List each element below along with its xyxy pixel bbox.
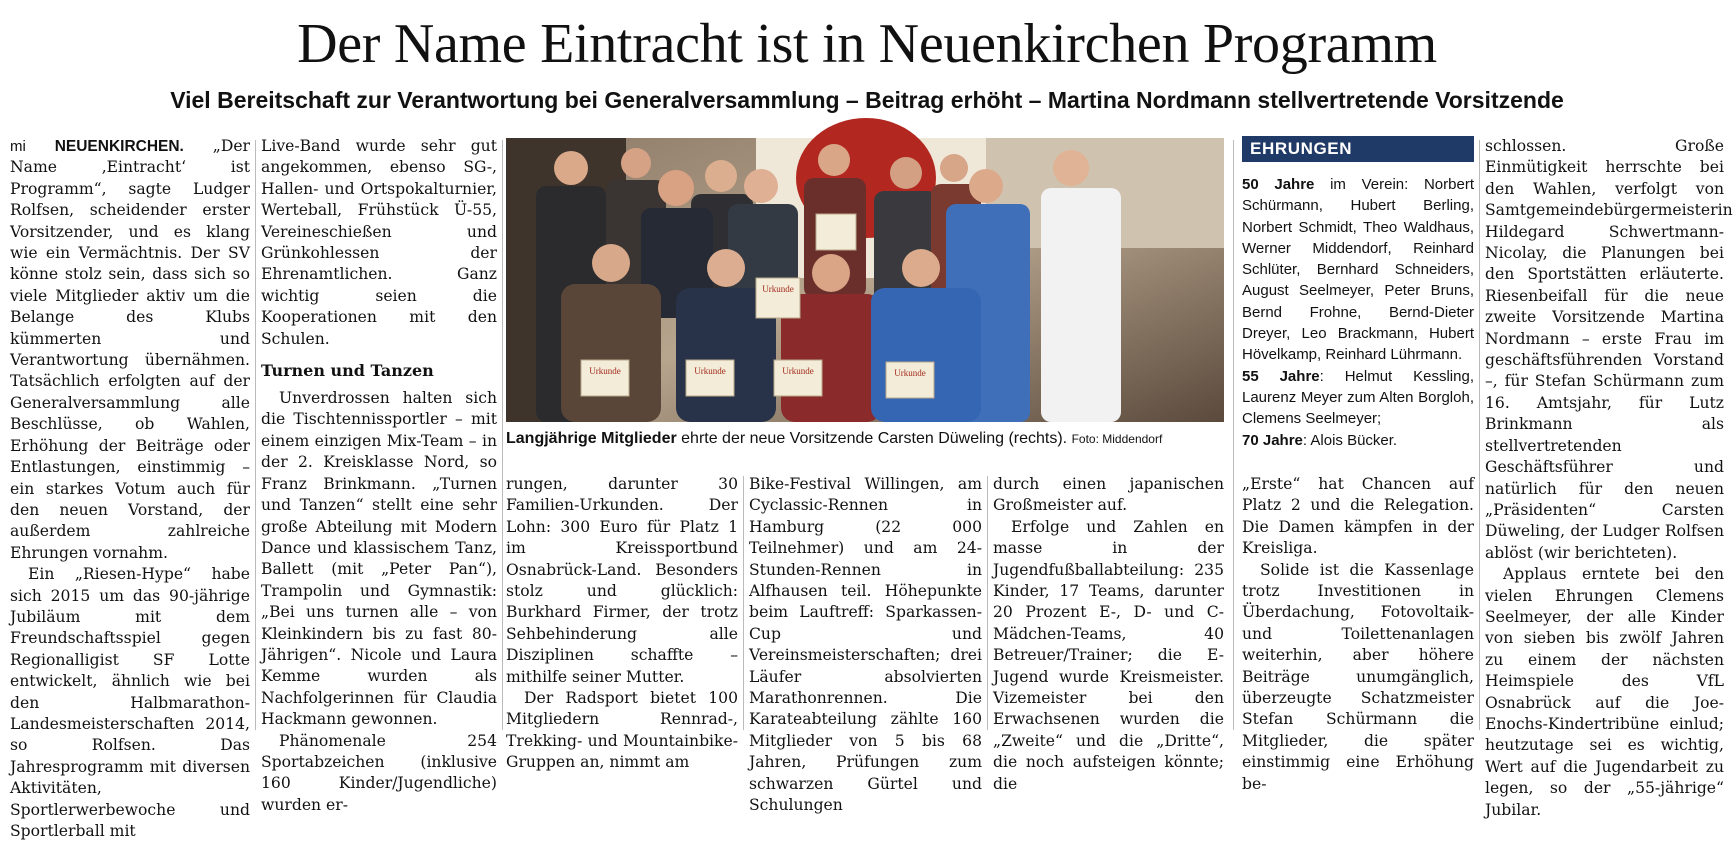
subheadline: Viel Bereitschaft zur Verantwortung bei Generalversammlung – Beitrag erhöht – Martina Nordmann stellvertretende Vorsitzende: [170, 87, 1564, 113]
certificate-label: Urkunde: [782, 366, 814, 376]
article-paragraph: [10, 136, 250, 564]
article-column-3: [506, 474, 738, 772]
article-paragraph: „Erste“ hat Chancen auf Platz 2 und die Relegation. Die Damen kämpfen in der Kreisliga.: [1242, 475, 1474, 558]
certificate-label: Urkunde: [894, 368, 926, 378]
honors-70-years: [1242, 430, 1474, 451]
group-photo-image: [506, 138, 1224, 422]
article-column-6: [1242, 474, 1474, 793]
article-paragraph: durch einen japanischen Großmeister auf.: [993, 475, 1224, 515]
article-paragraph: Phänomenale 254 Sportabzeichen (inklusive 160 Kinder/Jugendliche) wurden er-: [261, 731, 497, 814]
honors-names: im Verein: Norbert Schürmann, Hubert Berling, Norbert Schmidt, Theo Waldhaus, Werner Middendorf, Reinhard Schlüter, Bernhard Schneiders, August Seelmeyer, Peter Bruns, Bernd Frohne, Bernd-Dieter Dreyer, Leo Brackmann, Hubert Hövelkamp, Reinhard Lührmann.: [1242, 176, 1474, 364]
place-name: NEUENKIRCHEN.: [54, 138, 184, 155]
certificate-label: Urkunde: [694, 366, 726, 376]
caption-lead: Langjährige Mitglieder: [506, 430, 677, 447]
column-divider: [987, 476, 988, 730]
article-column-7: [1485, 136, 1733, 819]
article-paragraph: schlossen. Große Einmütigkeit herrschte bei den Wahlen, verfolgt von Samtgemeindebürgermeisterin Hildegard Schwertmann-Nicolay, die Planungen bei den Sportstätten erläuterte. Riesenbeifall für die neue zweite Vorsitzende Martina Nordmann – erste Frau im geschäftsführenden Vorstand –, für Stefan Schürmann zum 16. Amtsjahr, für Lutz Brinkmann als stellvertretenden Geschäftsführer und natürlich für den neuen „Präsidenten“ Carsten Düweling, der Ludger Rolfsen ablöst (wir berichteten).: [1485, 137, 1733, 562]
paragraph-text: „Der Name ‚Eintracht‘ ist Programm“, sagte Ludger Rolfsen, scheidender erster Vorsitzender, und es klang wie ein Vermächtnis. Der SV könne stolz sein, dass sich so viele Mitglieder aktiv um die Belange des Klubs kümmerten und Verantwortung übernähmen. Tatsächlich erfolgten auf der Generalversammlung alle Beschlüsse, ob Wahlen, Erhöhung der Beiträge oder Entlastungen, einstimmig – ein starkes Votum auch für den neuen Vorstand, der außerdem zahlreiche Ehrungen vornahm.: [10, 137, 250, 562]
article-column-1: [10, 136, 250, 840]
honors-names: : Helmut Kessling, Laurenz Meyer zum Alten Borgloh, Clemens Seelmeyer;: [1242, 367, 1474, 428]
article-paragraph: Ein „Riesen-Hype“ habe sich 2015 um das 90-jährige Jubiläum mit dem Freundschaftsspiel gegen Regionalligist SF Lotte entwickelt, ähnlich wie bei den Halbmarathon-Landesmeisterschaften 2014, so Rolfsen. Das Jahresprogramm mit diversen Aktivitäten, Sportlerwerbewoche und Sportlerball mit: [10, 565, 250, 840]
honors-label: 55 Jahre: [1242, 367, 1320, 385]
article-paragraph: Erfolge und Zahlen en masse in der Jugendfußballabteilung: 235 Kinder, 17 Teams, darunter 20 Prozent E-, D- und C-Mädchen-Teams, 40 Betreuer/Trainer; die E-Jugend wurde Kreismeister. Vizemeister bei den Erwachsenen wurden die „Zweite“ und die „Dritte“, die noch aufsteigen könnte; die: [993, 517, 1224, 793]
column-divider: [743, 476, 744, 730]
honors-55-years: [1242, 366, 1474, 430]
honors-label: 50 Jahre: [1242, 176, 1315, 193]
article-paragraph: Applaus erntete bei den vielen Ehrungen Clemens Seelmeyer, der alle Kinder von sieben bis zwölf Jahren zu einem der nächsten Heimspiele des VfL Osnabrück auf die Joe-Enochs-Kindertribüne einlud; heutzutage sei es wichtig, Wert auf die Jugendarbeit zu legen, so der „55-jährige“ Jubilar.: [1485, 565, 1724, 819]
photo-credit: Foto: Middendorf: [1071, 432, 1163, 446]
certificate-label: Urkunde: [762, 284, 794, 294]
article-paragraph: Bike-Festival Willingen, am Cyclassic-Rennen in Hamburg (22 000 Teilnehmer) und am 24-Stunden-Rennen in Alfhausen teil. Höhepunkte beim Lauftreff: Sparkassen-Cup und Vereinsmeisterschaften; drei Läufer absolvierten Marathonrennen. Die Karateabteilung zählte 160 Mitglieder von 5 bis 68 Jahren, Prüfungen zum schwarzen Gürtel und Schulungen: [749, 475, 982, 815]
column-divider: [1233, 140, 1234, 730]
article-paragraph: Der Radsport bietet 100 Mitgliedern Rennrad-, Trekking- und Mountainbike-Gruppen an, nimmt am: [506, 689, 738, 772]
column-divider: [255, 140, 256, 730]
article-paragraph: Live-Band wurde sehr gut angekommen, ebenso SG-, Hallen- und Ortspokalturnier, Werteball, Frühstück Ü-55, Vereineschießen und Grünkohlessen der Ehrenamtlichen. Ganz wichtig seien die Kooperationen mit den Schulen.: [261, 137, 497, 348]
honors-box: [1242, 136, 1474, 451]
article-column-4: [749, 474, 982, 815]
photo-caption: [506, 428, 1224, 450]
honors-title: EHRUNGEN: [1242, 136, 1474, 162]
certificate-label: Urkunde: [589, 366, 621, 376]
headline: Der Name Eintracht ist in Neuenkirchen Programm: [297, 13, 1437, 75]
section-heading: Turnen und Tanzen: [261, 361, 434, 381]
article-paragraph: Solide ist die Kassenlage trotz Investitionen in Überdachung, Fotovoltaik- und Toilettenanlagen weiterhin, aber höhere Beiträge unumgänglich, überzeugte Schatzmeister Stefan Schürmann die Mitglieder, die später einstimmig eine Erhöhung be-: [1242, 560, 1474, 793]
honors-50-years: [1242, 174, 1474, 366]
article-paragraph: Unverdrossen halten sich die Tischtennissportler – mit einem einzigen Mix-Team – in der 2. Kreisklasse Nord, so Franz Brinkmann. „Turnen und Tanzen“ stellt eine sehr große Abteilung mit Modern Dance und klassischem Tanz, Ballett (mit „Peter Pan“), Trampolin und Gymnastik: „Bei uns turnen alle – von Kleinkindern bis zu fast 80-Jährigen“. Nicole und Laura Kemme wurden als Nachfolgerinnen für Claudia Hackmann gewonnen.: [261, 389, 497, 729]
article-column-5: [993, 474, 1224, 793]
group-photo: [506, 138, 1224, 422]
caption-text: ehrte der neue Vorsitzende Carsten Düweling (rechts).: [681, 430, 1068, 447]
article-column-2: [261, 136, 497, 814]
honors-label: 70 Jahre: [1242, 431, 1303, 449]
honors-names: : Alois Bücker.: [1302, 431, 1398, 449]
column-divider: [502, 140, 503, 730]
author-dateline: mi: [10, 138, 26, 155]
column-divider: [1479, 140, 1480, 730]
article-paragraph: rungen, darunter 30 Familien-Urkunden. Der Lohn: 300 Euro für Platz 1 im Kreissportbund Osnabrück-Land. Besonders stolz und glücklich: Burkhard Firmer, der trotz Sehbehinderung alle Disziplinen schaffte – mithilfe seiner Mutter.: [506, 475, 738, 686]
